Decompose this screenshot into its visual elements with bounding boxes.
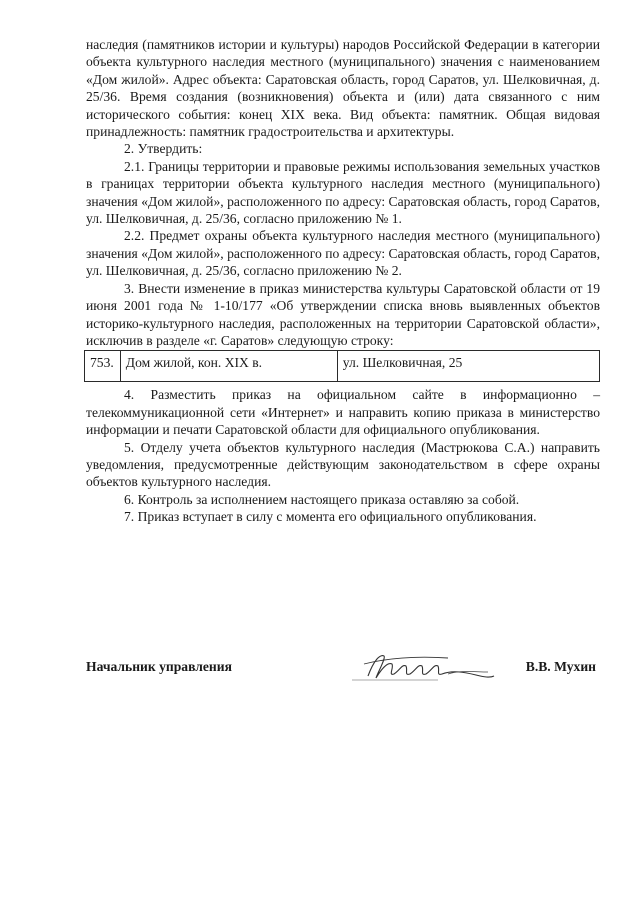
paragraph-3-amendment: 3. Внести изменение в приказ министерства культуры Саратовской области от 19 июня 2001 года № 1-10/177 «Об утверждении списка вновь выявленных объектов историко-культурного наследия, расположенных на территории Саратовской области», исключив в разделе «г. Саратов» следующую строку:: [86, 280, 600, 348]
paragraph-7-effect: 7. Приказ вступает в силу с момента его официального опубликования.: [124, 509, 537, 525]
paragraph-6-control: 6. Контроль за исполнением настоящего приказа оставляю за собой.: [124, 491, 520, 507]
document-body: [86, 36, 600, 526]
signature-block: [86, 650, 600, 686]
signatory-name: В.В. Мухин: [525, 659, 596, 674]
paragraph-2-2-protection-subject: 2.2. Предмет охраны объекта культурного наследия местного (муниципального) значения «Дом жилой», расположенного по адресу: Саратовская область, город Саратов, ул. Шелковичная, д. 25/36, согласно приложению № 2.: [86, 228, 600, 279]
signatory-title: Начальник управления: [86, 659, 232, 674]
paragraph-1-continuation: наследия (памятников истории и культуры) народов Российской Федерации в категории объекта культурного наследия местного (муниципального) значения с наименованием «Дом жилой». Адрес объекта: Саратовская область, город Саратов, ул. Шелковичная, д. 25/36. Время создания (возникновения) объекта и (или) дата связанного с ним исторического события: конец XIX века. Вид объекта: памятник. Общая видовая принадлежность: памятник градостроительства и архитектуры.: [86, 37, 600, 140]
row-number-cell: 753.: [85, 351, 121, 382]
object-address-cell: ул. Шелковичная, 25: [337, 351, 599, 382]
paragraph-5-notify: 5. Отделу учета объектов культурного наследия (Мастрюкова С.А.) направить уведомления, предусмотренные действующим законодательством в сфере охраны объектов культурного наследия.: [86, 439, 600, 490]
paragraph-4-publish: 4. Разместить приказ на официальном сайте в информационно – телекоммуникационной сети «Интернет» и направить копию приказа в министерство информации и печати Саратовской области для официального опубликования.: [86, 387, 600, 438]
table-row: [85, 351, 600, 382]
excluded-row-table: [84, 350, 600, 382]
paragraph-2-1-territory: 2.1. Границы территории и правовые режимы использования земельных участков в границах территории объекта культурного наследия местного (муниципального) значения «Дом жилой», расположенного по адресу: Саратовская область, город Саратов, ул. Шелковичная, д. 25/36, согласно приложению № 1.: [86, 158, 600, 227]
object-name-cell: Дом жилой, кон. XIX в.: [120, 351, 337, 382]
paragraph-2-approve: 2. Утвердить:: [124, 141, 203, 157]
handwritten-signature: [348, 650, 498, 684]
